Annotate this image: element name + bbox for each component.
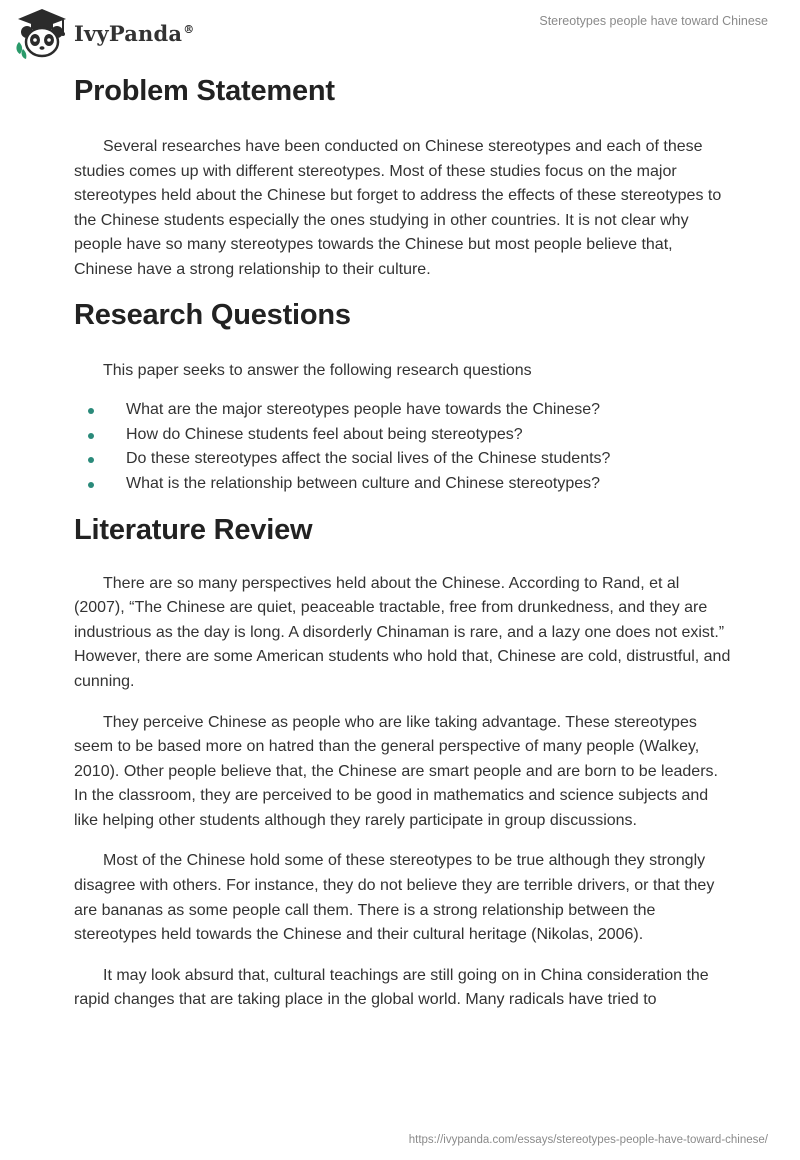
list-item: What is the relationship between culture and Chinese stereotypes? <box>74 472 734 497</box>
literature-paragraph: It may look absurd that, cultural teachings are still going on in China consideration the rapid changes that are taking place in the global world. Many radicals have tried to <box>74 966 709 1009</box>
heading-problem-statement: Problem Statement <box>74 75 335 107</box>
literature-paragraph: They perceive Chinese as people who are like taking advantage. These stereotypes seem to be based more on hatred than the general perspective of many people (Walkey, 2010). Other people believe that, the Chinese are smart people and are born to be leaders. In the classroom, they are perceived to be good in mathematics and science subjects and like helping other students although they rarely participate in group discussions. <box>74 713 718 829</box>
page-header <box>0 0 800 64</box>
document-title: Stereotypes people have toward Chinese <box>539 14 768 28</box>
bullet-dot-icon <box>88 408 94 414</box>
literature-paragraph: There are so many perspectives held about the Chinese. According to Rand, et al (2007), “The Chinese are quiet, peaceable tractable, free from drunkedness, and they are industrious as the day is long. A disorderly Chinaman is rare, and a lazy one does not exist.” However, there are some American students who hold that, Chinese are cold, distrustful, and cunning. <box>74 574 731 690</box>
source-url-link[interactable]: https://ivypanda.com/essays/stereotypes-people-have-toward-chinese/ <box>408 1134 768 1146</box>
problem-paragraph: Several researches have been conducted on Chinese stereotypes and each of these studies comes up with different stereotypes. Most of these studies focus on the major stereotypes held about the Chinese but forget to address the effects of these stereotypes to the Chinese students especially the ones studying in other countries. It is not clear why people have so many stereotypes towards the Chinese but most people believe that, Chinese have a strong relationship to their culture. <box>74 138 722 278</box>
research-intro: This paper seeks to answer the following research questions <box>103 361 532 379</box>
literature-paragraph: Most of the Chinese hold some of these stereotypes to be true although they strongly disagree with others. For instance, they do not believe they are terrible drivers, or that they are bananas as some people call them. There is a strong relationship between the stereotypes held towards the Chinese and their cultural heritage (Nikolas, 2006). <box>74 852 715 944</box>
bullet-dot-icon <box>88 482 94 488</box>
panda-graduate-icon <box>14 6 70 60</box>
research-questions-list <box>74 398 734 496</box>
list-item: Do these stereotypes affect the social lives of the Chinese students? <box>74 447 734 472</box>
bullet-dot-icon <box>88 457 94 463</box>
heading-research-questions: Research Questions <box>74 298 351 331</box>
bullet-dot-icon <box>88 433 94 439</box>
logo-wordmark: IvyPanda® <box>74 20 195 46</box>
list-item: How do Chinese students feel about being stereotypes? <box>74 423 734 448</box>
essay-content <box>74 72 734 1013</box>
heading-literature-review: Literature Review <box>74 513 313 546</box>
ivypanda-logo[interactable] <box>14 6 194 60</box>
list-item: What are the major stereotypes people have towards the Chinese? <box>74 398 734 423</box>
